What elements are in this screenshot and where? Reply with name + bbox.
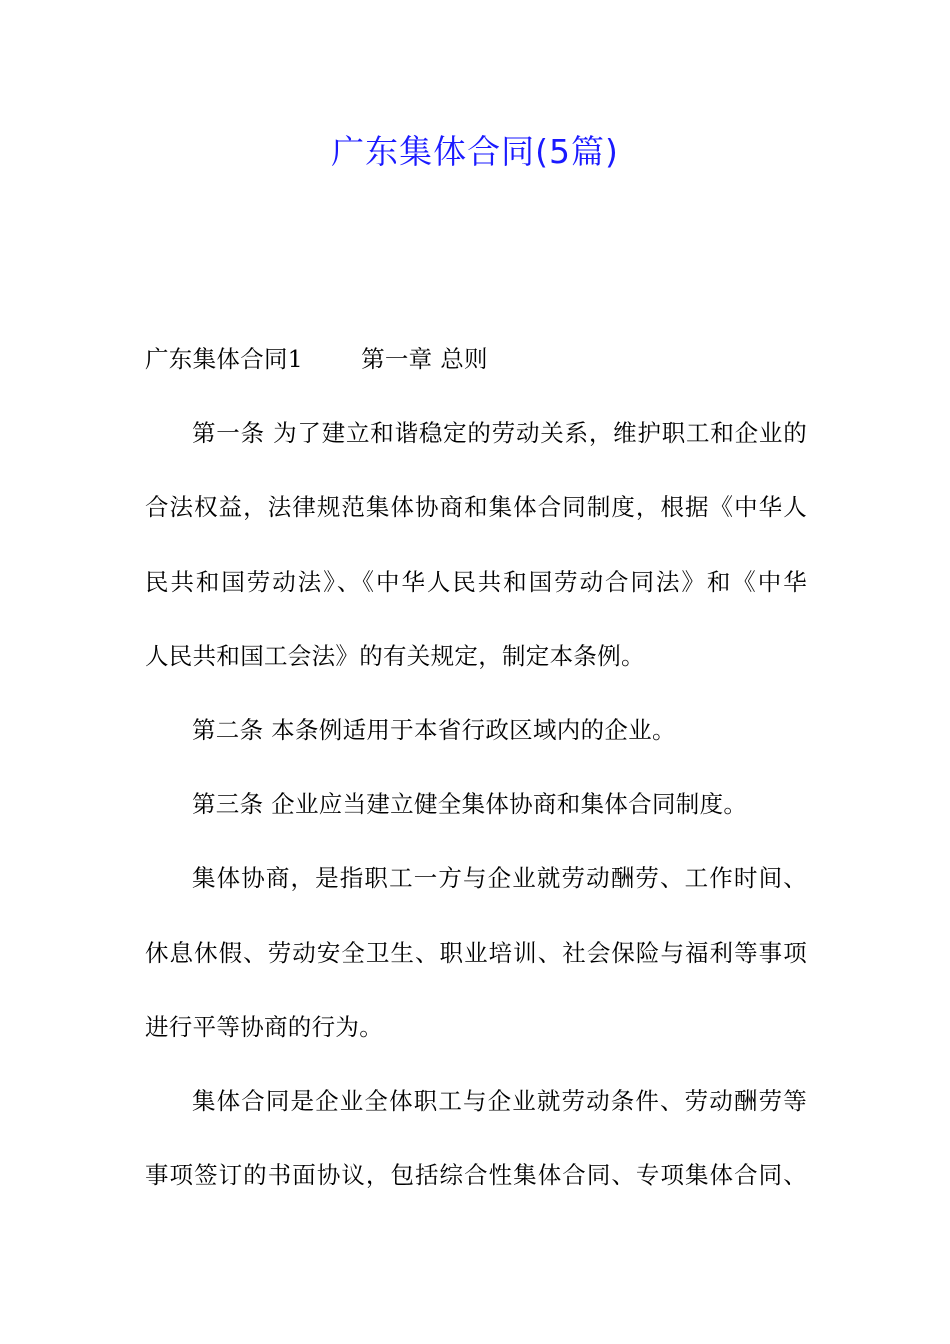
text-line: 休息休假、劳动安全卫生、职业培训、社会保险与福利等事项 xyxy=(145,938,807,967)
paragraph-lines xyxy=(145,408,807,1224)
text-line: 第二条 本条例适用于本省行政区域内的企业。 xyxy=(192,715,676,744)
text-line: 事项签订的书面协议，包括综合性集体合同、专项集体合同、 xyxy=(145,1161,807,1190)
text-line: 人民共和国工会法》的有关规定，制定本条例。 xyxy=(145,641,645,670)
section-heading-label: 广东集体合同1 xyxy=(145,345,304,373)
text-line: 进行平等协商的行为。 xyxy=(145,1012,383,1041)
text-line: 集体协商，是指职工一方与企业就劳动酬劳、工作时间、 xyxy=(192,864,807,893)
chapter-heading: 第一章 总则 xyxy=(361,345,488,373)
document-body xyxy=(145,334,807,1224)
text-line: 民共和国劳动法》、《中华人民共和国劳动合同法》和《中华 xyxy=(145,567,807,596)
text-line: 第三条 企业应当建立健全集体协商和集体合同制度。 xyxy=(192,790,748,819)
text-line: 第一条 为了建立和谐稳定的劳动关系，维护职工和企业的 xyxy=(192,419,807,448)
section-heading-line xyxy=(145,334,807,408)
text-line: 合法权益，法律规范集体协商和集体合同制度，根据《中华人 xyxy=(145,493,807,522)
text-line: 集体合同是企业全体职工与企业就劳动条件、劳动酬劳等 xyxy=(192,1086,807,1115)
document-title: 广东集体合同(5篇) xyxy=(331,132,619,171)
